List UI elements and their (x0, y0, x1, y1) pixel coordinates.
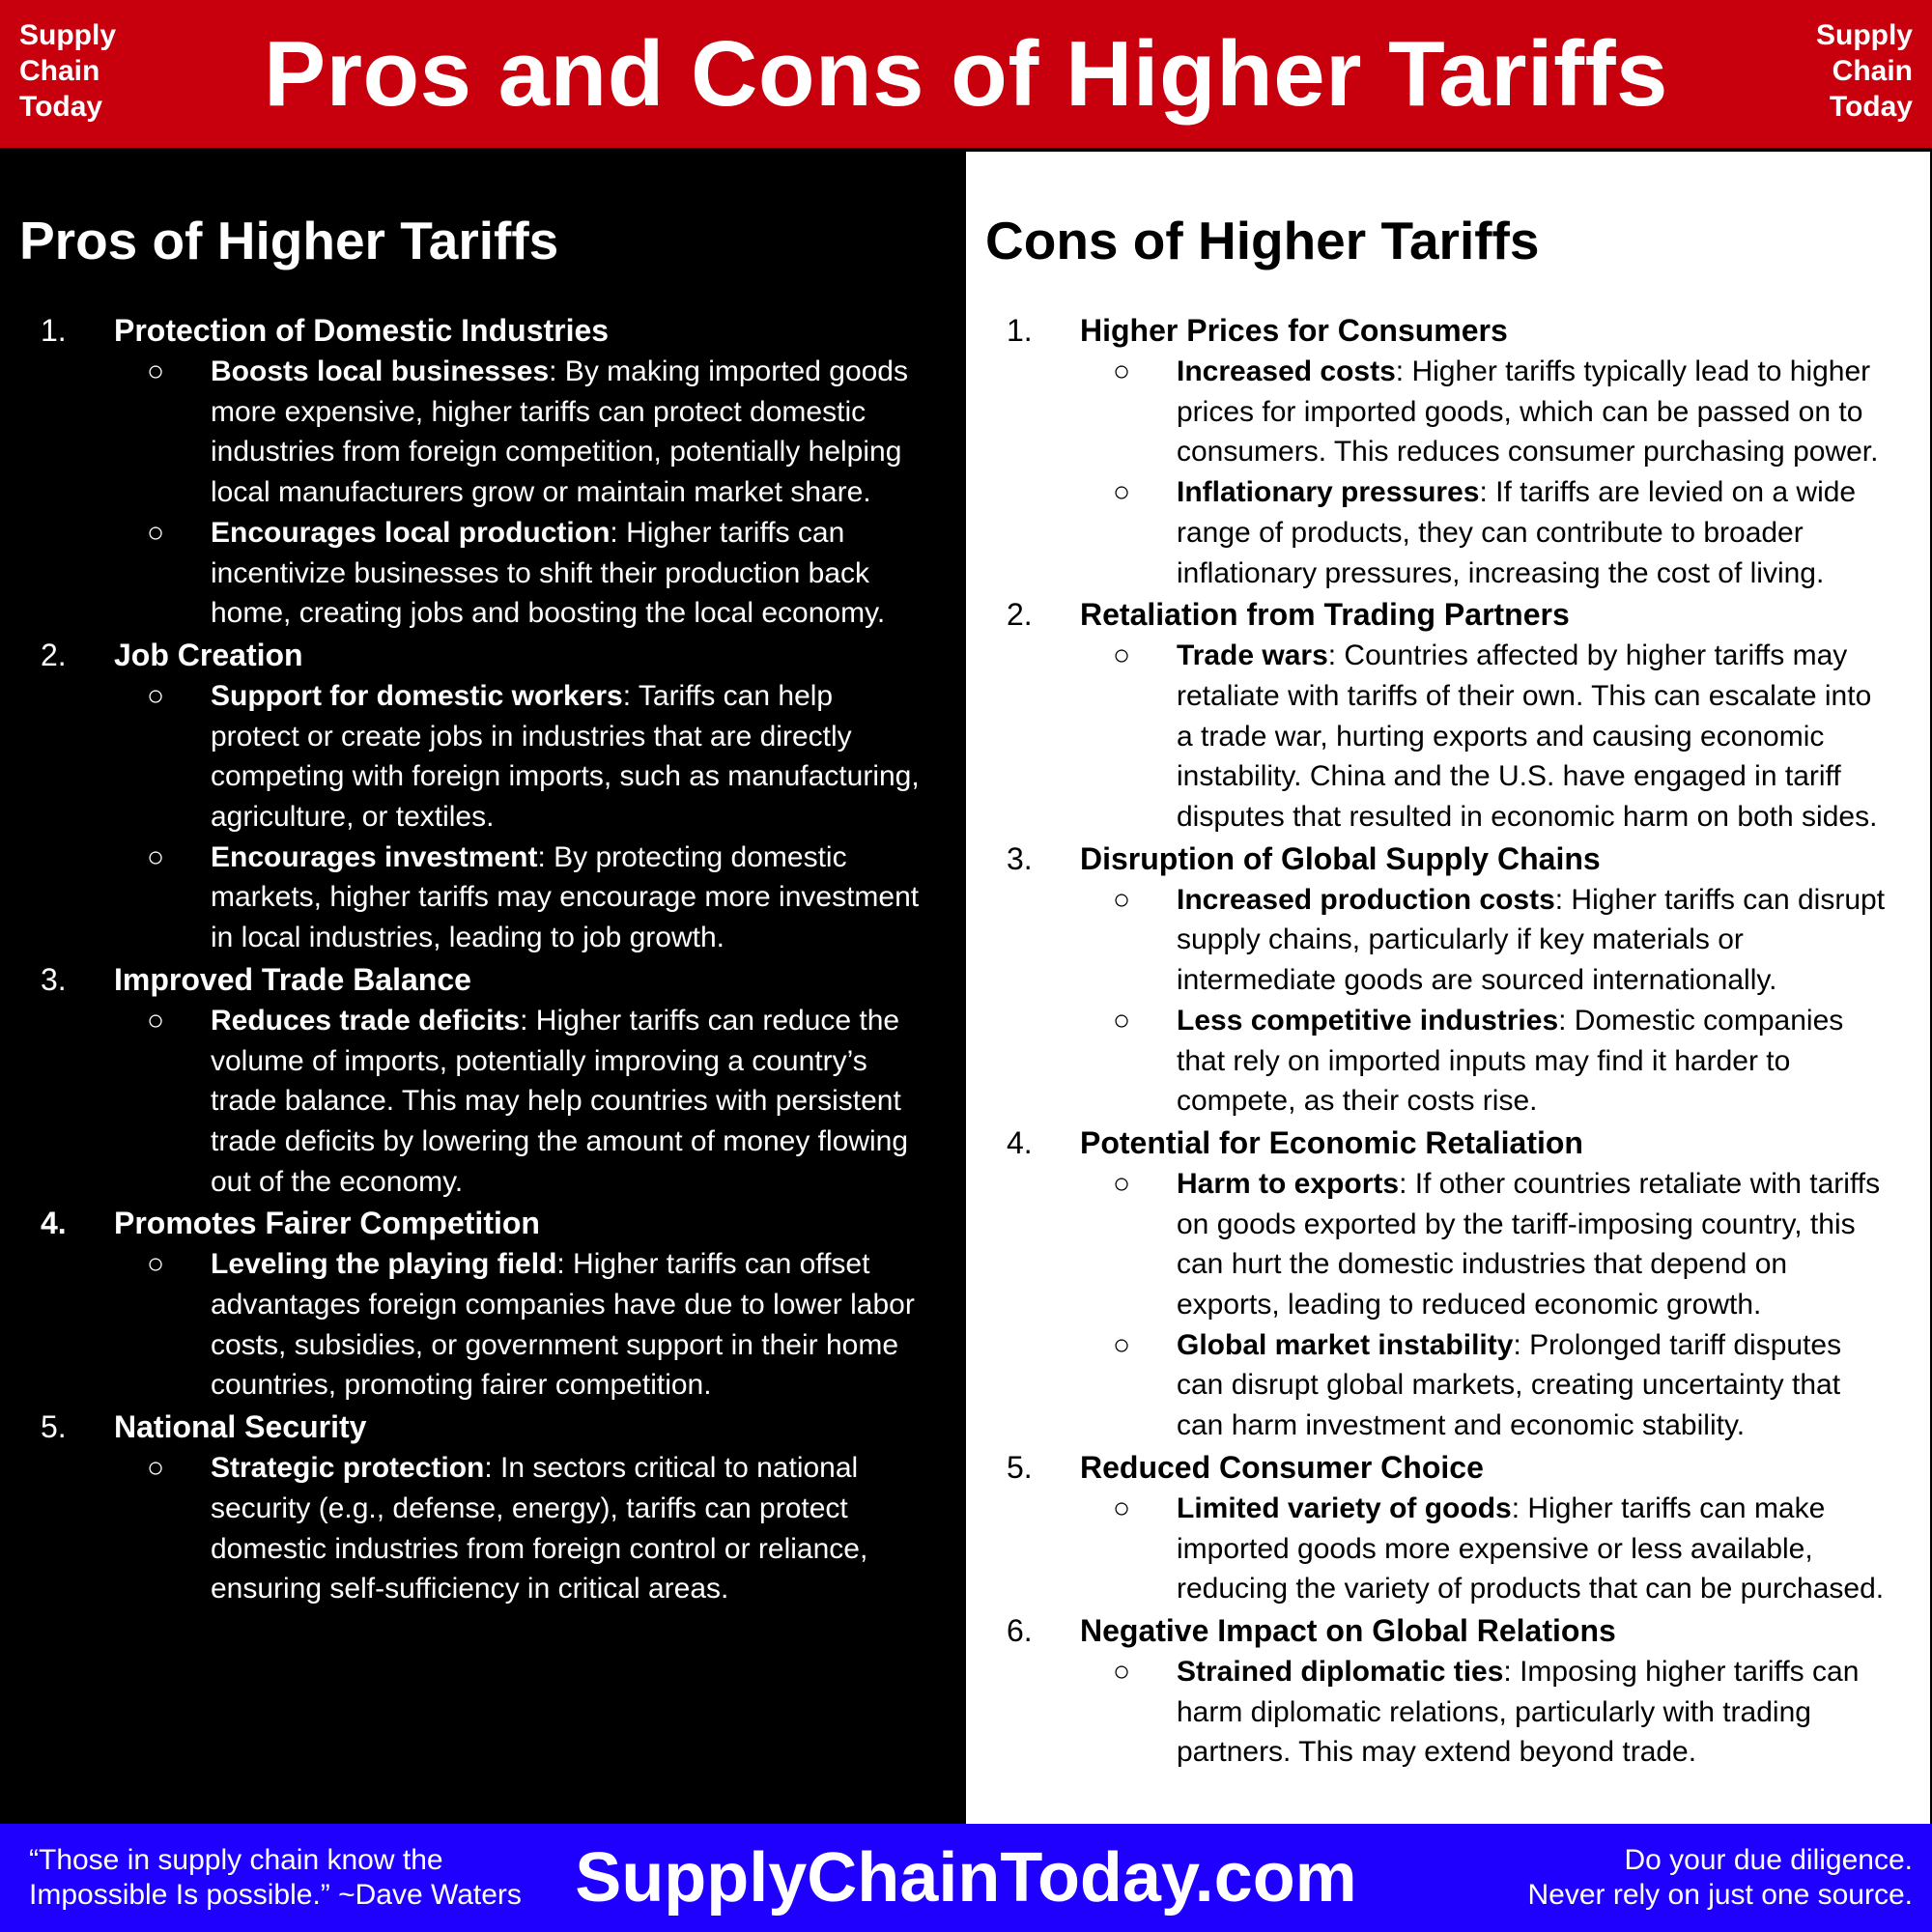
sub-point-term: Strained diplomatic ties (1177, 1655, 1504, 1688)
sub-point-text: : If other countries retaliate with tariffs on goods exported by the tariff-imposing country, this can hurt the domestic industries that depend on exports, leading to reduced economic growth. (1177, 1167, 1881, 1321)
circle-bullet-icon: ○ (147, 1004, 165, 1037)
sub-point (966, 1652, 1893, 1773)
sub-point (0, 1244, 927, 1406)
sub-point (966, 352, 1893, 472)
sub-point (0, 676, 927, 838)
sub-point-term: Trade wars (1177, 639, 1328, 672)
item-heading-text: Higher Prices for Consumers (1080, 313, 1508, 348)
circle-bullet-icon: ○ (147, 1452, 165, 1485)
pros-title: Pros of Higher Tariffs (19, 211, 559, 270)
circle-bullet-icon: ○ (1113, 1004, 1131, 1037)
sub-point-text: : If tariffs are levied on a wide range of products, they can contribute to broader inflationary pressures, increasing the cost of living. (1177, 476, 1857, 589)
sub-point-text: : Higher tariffs can offset advantages foreign companies have due to lower labor costs, subsidies, or government support in their home countries, promoting fairer competition. (211, 1248, 915, 1402)
list-item (966, 309, 1893, 593)
item-number: 5. (1007, 1449, 1033, 1485)
sub-point-text: : By making imported goods more expensive, higher tariffs can protect domestic industries from foreign competition, potentially helping local manufacturers grow or maintain market share. (211, 355, 908, 509)
sub-point-term: Boosts local businesses (211, 355, 550, 387)
sub-point-term: Limited variety of goods (1177, 1492, 1512, 1524)
item-number: 6. (1007, 1612, 1033, 1648)
item-heading (0, 1202, 927, 1244)
list-item (0, 309, 927, 634)
sub-point-term: Encourages local production (211, 516, 611, 549)
item-number: 3. (41, 961, 67, 997)
item-number: 2. (41, 637, 67, 672)
circle-bullet-icon: ○ (1113, 355, 1131, 387)
sub-point-term: Global market instability (1177, 1328, 1514, 1361)
cons-title: Cons of Higher Tariffs (985, 211, 1540, 270)
sub-point (0, 513, 927, 634)
sub-point (966, 1325, 1893, 1446)
item-heading-text: Job Creation (114, 637, 303, 672)
circle-bullet-icon: ○ (147, 516, 165, 549)
item-heading (966, 1609, 1893, 1652)
circle-bullet-icon: ○ (1113, 1492, 1131, 1524)
item-number: 5. (41, 1409, 67, 1445)
disclaimer-line: Do your due diligence. (1624, 1844, 1913, 1876)
item-heading (0, 958, 927, 1001)
disclaimer-line: Never rely on just one source. (1527, 1879, 1913, 1911)
list-item (0, 1406, 927, 1609)
item-heading (966, 1122, 1893, 1164)
sub-point-term: Encourages investment (211, 840, 538, 873)
sub-point-term: Leveling the playing field (211, 1248, 557, 1281)
sub-point (966, 636, 1893, 838)
item-heading-text: National Security (114, 1409, 367, 1445)
sub-point-term: Strategic protection (211, 1452, 485, 1485)
circle-bullet-icon: ○ (1113, 476, 1131, 509)
list-item (0, 634, 927, 958)
cons-list (966, 309, 1893, 1773)
item-heading-text: Protection of Domestic Industries (114, 313, 610, 348)
list-item (0, 958, 927, 1203)
quote-line: “Those in supply chain know the (29, 1844, 443, 1876)
cons-column (966, 148, 1932, 1824)
sub-point-text: : Countries affected by higher tariffs may retaliate with tariffs of their own. This can escalate into a trade war, hurting exports and causing economic instability. China and the U.S. have engaged in tariff disputes that resulted in economic harm on both sides. (1177, 639, 1878, 834)
item-heading (0, 309, 927, 352)
circle-bullet-icon: ○ (1113, 883, 1131, 916)
item-heading-text: Disruption of Global Supply Chains (1080, 840, 1601, 876)
brand-line: Today (1829, 91, 1913, 123)
sub-point-term: Inflationary pressures (1177, 476, 1480, 509)
list-item (966, 838, 1893, 1122)
brand-line: Supply (1815, 19, 1913, 51)
circle-bullet-icon: ○ (147, 679, 165, 712)
circle-bullet-icon: ○ (1113, 1655, 1131, 1688)
brand-logo-right (1816, 17, 1913, 125)
item-number: 1. (1007, 313, 1033, 348)
sub-point-term: Less competitive industries (1177, 1004, 1559, 1037)
item-number: 1. (41, 313, 67, 348)
circle-bullet-icon: ○ (1113, 639, 1131, 672)
footer-quote (29, 1843, 522, 1913)
item-heading (966, 309, 1893, 352)
item-heading-text: Promotes Fairer Competition (114, 1206, 540, 1241)
sub-point-term: Reduces trade deficits (211, 1004, 521, 1037)
item-heading (966, 838, 1893, 880)
item-number: 3. (1007, 840, 1033, 876)
sub-point (0, 838, 927, 958)
list-item (966, 1446, 1893, 1609)
sub-point-text: : Domestic companies that rely on imported inputs may find it harder to compete, as their costs rise. (1177, 1004, 1844, 1118)
header-banner (0, 0, 1932, 148)
item-number: 4. (1007, 1124, 1033, 1160)
list-item (966, 593, 1893, 838)
item-heading-text: Retaliation from Trading Partners (1080, 597, 1570, 633)
sub-point-text: : Higher tariffs can reduce the volume of imports, potentially improving a country’s trade balance. This may help countries with persistent trade deficits by lowering the amount of money flowing out of the economy. (211, 1004, 909, 1198)
sub-point-term: Support for domestic workers (211, 679, 623, 712)
sub-point-term: Increased costs (1177, 355, 1396, 387)
circle-bullet-icon: ○ (147, 355, 165, 387)
sub-point-text: : By protecting domestic markets, higher tariffs may encourage more investment in local industries, leading to job growth. (211, 840, 920, 954)
brand-line: Supply (19, 19, 117, 51)
list-item (0, 1202, 927, 1406)
brand-line: Chain (1832, 55, 1913, 87)
sub-point-text: : In sectors critical to national security (e.g., defense, energy), tariffs can protect domestic industries from foreign control or reliance, ensuring self-sufficiency in critical areas. (211, 1452, 868, 1605)
brand-line: Chain (19, 55, 100, 87)
circle-bullet-icon: ○ (1113, 1328, 1131, 1361)
sub-point-text: : Higher tariffs typically lead to higher prices for imported goods, which can be passed on to consumers. This reduces consumer purchasing power. (1177, 355, 1879, 469)
sub-point (966, 880, 1893, 1001)
site-link[interactable]: SupplyChainToday.com (575, 1839, 1357, 1917)
sub-point (966, 1164, 1893, 1325)
item-heading-text: Reduced Consumer Choice (1080, 1449, 1484, 1485)
list-item (966, 1609, 1893, 1773)
sub-point-text: : Tariffs can help protect or create jobs in industries that are directly competing with foreign imports, such as manufacturing, agriculture, or textiles. (211, 679, 920, 834)
item-heading (966, 1446, 1893, 1489)
item-heading-text: Improved Trade Balance (114, 961, 471, 997)
sub-point (966, 1001, 1893, 1122)
brand-logo-left (19, 17, 116, 125)
sub-point-term: Increased production costs (1177, 883, 1555, 916)
item-heading (0, 1406, 927, 1448)
item-heading (966, 593, 1893, 636)
sub-point-term: Harm to exports (1177, 1167, 1400, 1200)
sub-point-text: : Higher tariffs can make imported goods more expensive or less available, reducing the variety of products that can be purchased. (1177, 1492, 1885, 1605)
page-title: Pros and Cons of Higher Tariffs (264, 22, 1668, 126)
pros-list (0, 309, 927, 1609)
sub-point (966, 1489, 1893, 1609)
circle-bullet-icon: ○ (147, 1248, 165, 1281)
sub-point-text: : Imposing higher tariffs can harm diplomatic relations, particularly with trading partners. This may extend beyond trade. (1177, 1655, 1860, 1769)
quote-line: Impossible Is possible.” ~Dave Waters (29, 1879, 522, 1911)
pros-column (0, 148, 966, 1824)
item-heading-text: Negative Impact on Global Relations (1080, 1612, 1616, 1648)
list-item (966, 1122, 1893, 1446)
brand-line: Today (19, 91, 103, 123)
sub-point (0, 352, 927, 513)
sub-point (0, 1448, 927, 1609)
circle-bullet-icon: ○ (147, 840, 165, 873)
sub-point-text: : Higher tariffs can disrupt supply chains, particularly if key materials or intermediate goods are sourced internationally. (1177, 883, 1886, 997)
item-number: 4. (41, 1206, 67, 1241)
footer-disclaimer (1527, 1843, 1913, 1913)
sub-point (0, 1001, 927, 1203)
item-heading-text: Potential for Economic Retaliation (1080, 1124, 1583, 1160)
item-number: 2. (1007, 597, 1033, 633)
circle-bullet-icon: ○ (1113, 1167, 1131, 1200)
sub-point-text: : Higher tariffs can incentivize businesses to shift their production back home, creating jobs and boosting the local economy. (211, 516, 886, 630)
sub-point-text: : Prolonged tariff disputes can disrupt global markets, creating uncertainty that can harm investment and economic stability. (1177, 1328, 1842, 1442)
sub-point (966, 472, 1893, 593)
item-heading (0, 634, 927, 676)
footer-banner (0, 1824, 1932, 1932)
